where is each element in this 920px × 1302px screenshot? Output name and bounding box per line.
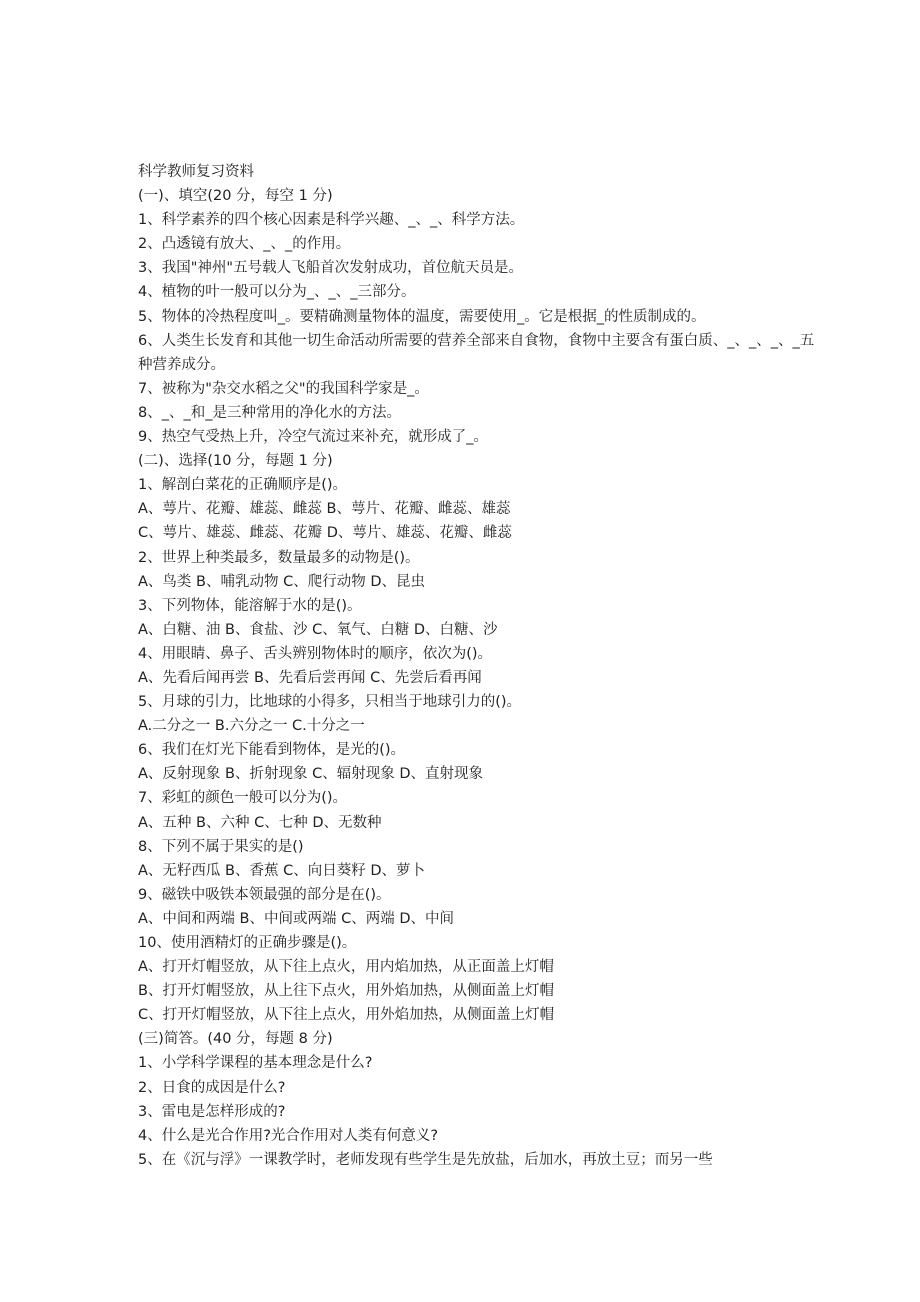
option-line: A、白糖、油 B、食盐、沙 C、氧气、白糖 D、白糖、沙: [138, 621, 498, 638]
option-line: A、反射现象 B、折射现象 C、辐射现象 D、直射现象: [138, 766, 483, 783]
question-line: 7、彩虹的颜色一般可以分为()。: [138, 790, 348, 807]
question-line: 1、小学科学课程的基本理念是什么?: [138, 1055, 373, 1072]
option-line: A、萼片、花瓣、雄蕊、雌蕊 B、萼片、花瓣、雌蕊、雄蕊: [138, 501, 511, 518]
section-heading-choice: (二)、选择(10 分，每题 1 分): [138, 453, 333, 470]
question-line: 5、月球的引力，比地球的小得多，只相当于地球引力的()。: [138, 694, 522, 711]
option-line: A、五种 B、六种 C、七种 D、无数种: [138, 814, 382, 831]
question-line: 8、_、_和_是三种常用的净化水的方法。: [138, 404, 401, 421]
question-line: 8、下列不属于果实的是(): [138, 838, 304, 855]
option-line: A、中间和两端 B、中间或两端 C、两端 D、中间: [138, 910, 454, 927]
option-line: A、先看后闻再尝 B、先看后尝再闻 C、先尝后看再闻: [138, 669, 482, 686]
question-line: 4、什么是光合作用?光合作用对人类有何意义?: [138, 1127, 439, 1144]
question-line: 3、下列物体，能溶解于水的是()。: [138, 597, 362, 614]
question-line: 1、科学素养的四个核心因素是科学兴趣、_、_、科学方法。: [138, 212, 525, 229]
document-title: 科学教师复习资料: [138, 164, 254, 180]
question-line: 2、世界上种类最多，数量最多的动物是()。: [138, 549, 420, 566]
question-line: 5、在《沉与浮》一课教学时，老师发现有些学生是先放盐，后加水，再放土豆；而另一些: [138, 1151, 713, 1168]
option-line: A.二分之一 B.六分之一 C.十分之一: [138, 718, 365, 735]
question-line: 4、植物的叶一般可以分为_、_、_三部分。: [138, 284, 416, 301]
option-line: C、打开灯帽竖放，从下往上点火，用外焰加热，从侧面盖上灯帽: [138, 1007, 555, 1024]
question-line: 4、用眼睛、鼻子、舌头辨别物体时的顺序，依次为()。: [138, 645, 493, 662]
question-line: 6、我们在灯光下能看到物体，是光的()。: [138, 742, 406, 759]
option-line: B、打开灯帽竖放，从上往下点火，用外焰加热，从侧面盖上灯帽: [138, 983, 554, 1000]
section-heading-fill-in: (一)、填空(20 分，每空 1 分): [138, 188, 333, 205]
question-line: 3、我国"神州"五号载人飞船首次发射成功，首位航天员是。: [138, 260, 524, 277]
question-line: 2、日食的成因是什么?: [138, 1079, 286, 1096]
option-line: C、萼片、雄蕊、雌蕊、花瓣 D、萼片、雄蕊、花瓣、雌蕊: [138, 525, 512, 542]
option-line: A、无籽西瓜 B、香蕉 C、向日葵籽 D、萝卜: [138, 862, 425, 879]
question-line: 1、解剖白菜花的正确顺序是()。: [138, 477, 348, 494]
question-line: 7、被称为"杂交水稻之父"的我国科学家是_。: [138, 380, 429, 397]
question-line: 9、热空气受热上升，冷空气流过来补充，就形成了_。: [138, 429, 488, 446]
option-line: A、打开灯帽竖放，从下往上点火，用内焰加热，从正面盖上灯帽: [138, 959, 554, 976]
option-line: A、鸟类 B、哺乳动物 C、爬行动物 D、昆虫: [138, 573, 425, 590]
question-line: 9、磁铁中吸铁本领最强的部分是在()。: [138, 886, 391, 903]
question-line: 6、人类生长发育和其他一切生命活动所需要的营养全部来自食物，食物中主要含有蛋白质、_、_、_、_五种营养成分。: [138, 332, 815, 373]
section-heading-short-answer: (三)简答。(40 分，每题 8 分): [138, 1031, 333, 1048]
question-line: 3、雷电是怎样形成的?: [138, 1103, 286, 1120]
question-line: 5、物体的冷热程度叫_。要精确测量物体的温度，需要使用_。它是根据_的性质制成的。: [138, 308, 706, 325]
document-body: [138, 160, 818, 1172]
question-line: 10、使用酒精灯的正确步骤是()。: [138, 935, 357, 951]
question-line: 2、凸透镜有放大、_、_的作用。: [138, 236, 351, 253]
